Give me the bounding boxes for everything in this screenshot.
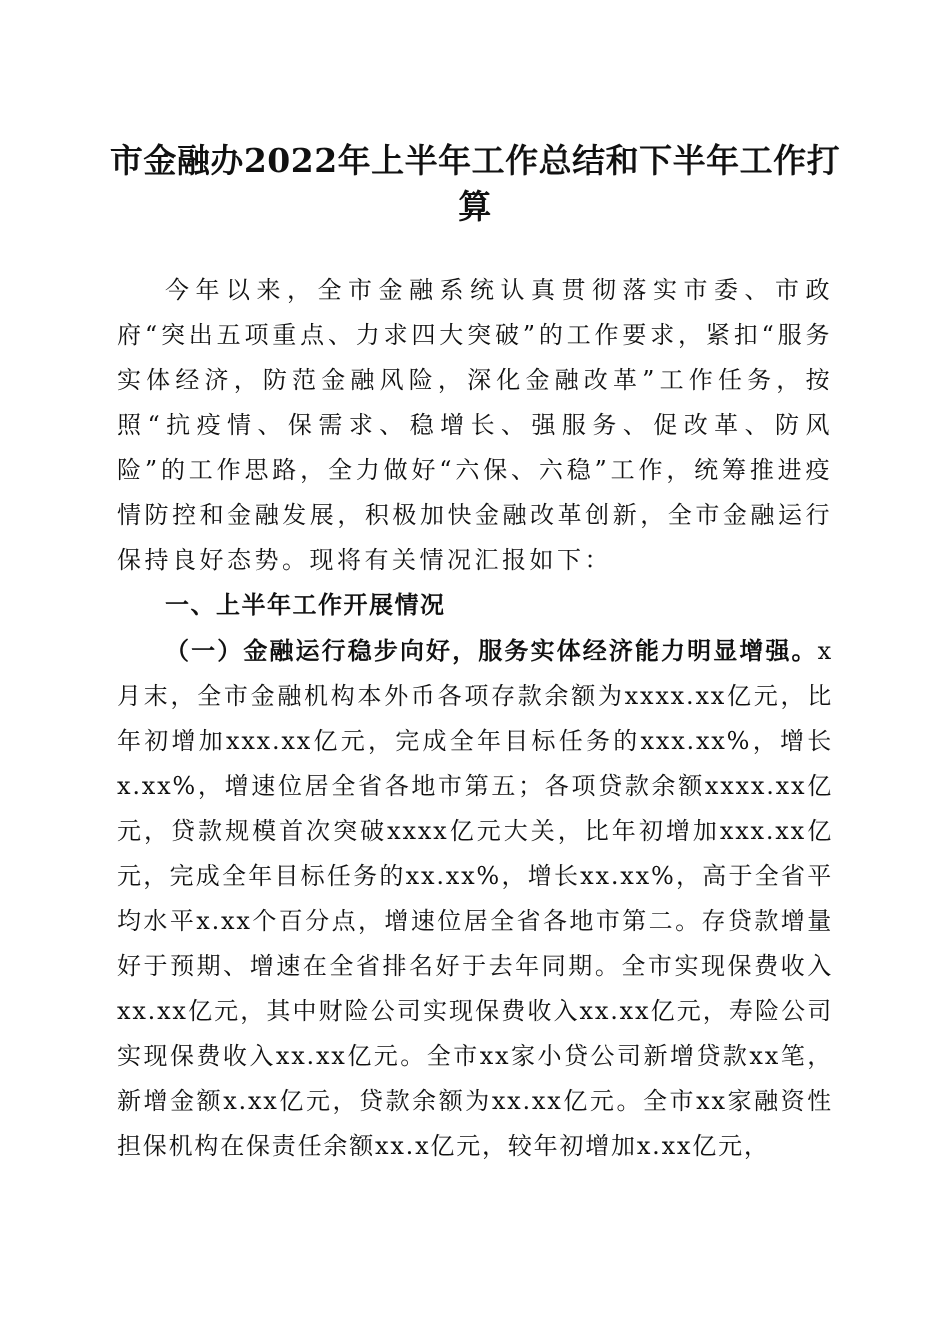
subsection-heading: （一）金融运行稳步向好，服务实体经济能力明显增强。 [165,636,818,665]
subsection-paragraph [117,628,833,1169]
document-body [117,268,833,1169]
section-heading: 一、上半年工作开展情况 [165,591,446,619]
document-title: 市金融办2022年上半年工作总结和下半年工作打算 [109,141,841,226]
intro-paragraph: 今年以来，全市金融系统认真贯彻落实市委、市政府“突出五项重点、力求四大突破”的工作要求，紧扣“服务实体经济，防范金融风险，深化金融改革”工作任务，按照“抗疫情、保需求、稳增长、强服务、促改革、防风险”的工作思路，全力做好“六保、六稳”工作，统筹推进疫情防控和金融发展，积极加快金融改革创新，全市金融运行保持良好态势。现将有关情况汇报如下： [117,276,833,574]
subsection-text: x月末，全市金融机构本外币各项存款余额为xxxx.xx亿元，比年初增加xxx.xx亿元，完成全年目标任务的xxx.xx%，增长x.xx%，增速位居全省各地市第五；各项贷款余额xxxx.xx亿元，贷款规模首次突破xxxx亿元大关，比年初增加xxx.xx亿元，完成全年目标任务的xx.xx%，增长xx.xx%，高于全省平均水平x.xx个百分点，增速位居全省各地市第二。存贷款增量好于预期、增速在全省排名好于去年同期。全市实现保费收入xx.xx亿元，其中财险公司实现保费收入xx.xx亿元，寿险公司实现保费收入xx.xx亿元。全市xx家小贷公司新增贷款xx笔，新增金额x.xx亿元，贷款余额为xx.xx亿元。全市xx家融资性担保机构在保责任余额xx.x亿元，较年初增加x.xx亿元， [117,637,833,1160]
